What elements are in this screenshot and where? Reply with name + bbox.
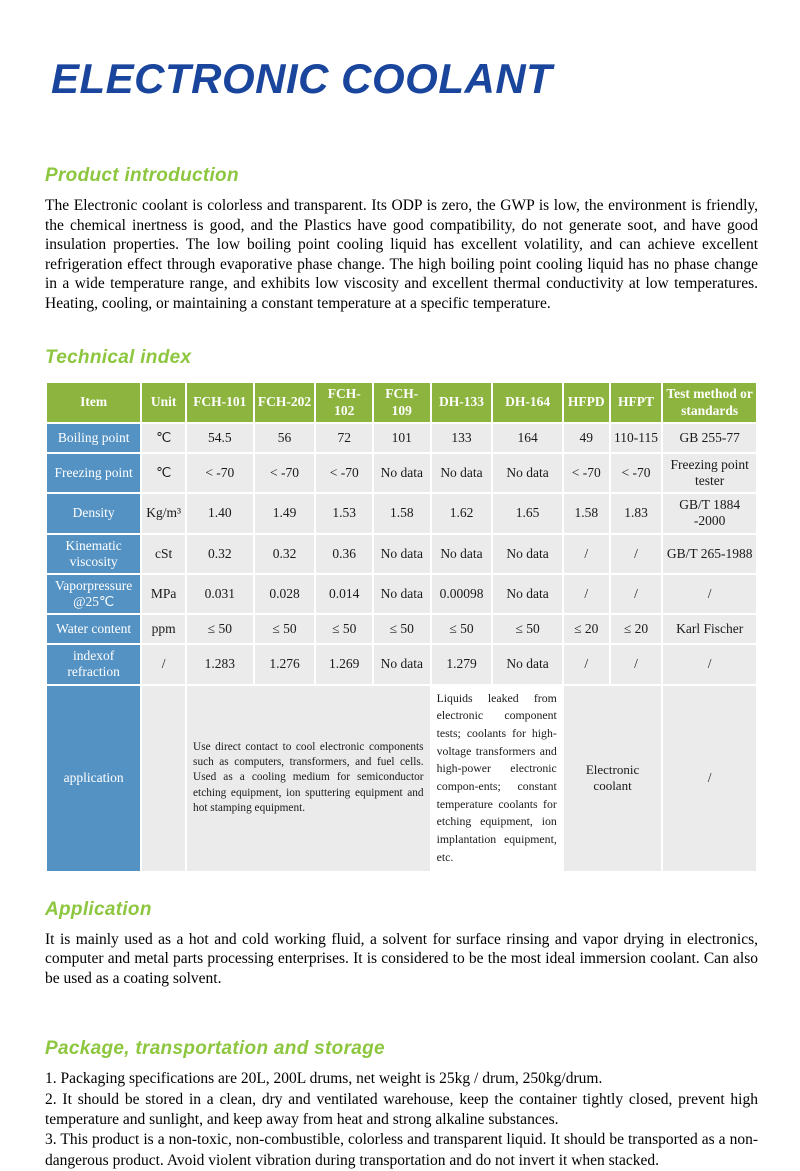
cell-value: /	[610, 534, 663, 574]
cell-value: No data	[492, 574, 562, 614]
cell-value: No data	[373, 644, 431, 684]
cell-value: 1.279	[431, 644, 493, 684]
cell-value: /	[610, 574, 663, 614]
row-unit: ℃	[141, 423, 186, 453]
cell-value: No data	[492, 453, 562, 493]
row-unit: ppm	[141, 614, 186, 644]
cell-value: < -70	[610, 453, 663, 493]
cell-value: 1.269	[315, 644, 373, 684]
package-list-item: 1. Packaging specifications are 20L, 200L drums, net weight is 25kg / drum, 250kg/drum.	[45, 1070, 603, 1088]
section-heading-package: Package, transportation and storage	[45, 1038, 385, 1060]
row-unit: Kg/m³	[141, 493, 186, 533]
cell-method: Freezing point tester	[662, 453, 757, 493]
row-item-label: Boiling point	[46, 423, 141, 453]
cell-value: < -70	[315, 453, 373, 493]
header-hfpt: HFPT	[610, 382, 663, 422]
cell-method: /	[662, 574, 757, 614]
row-item-label: Kinematic viscosity	[46, 534, 141, 574]
cell-value: < -70	[186, 453, 254, 493]
cell-value: 0.32	[254, 534, 316, 574]
application-hf-cell: Electronic coolant	[563, 685, 663, 872]
cell-value: 1.49	[254, 493, 316, 533]
cell-value: ≤ 50	[492, 614, 562, 644]
package-list-item: 2. It should be stored in a clean, dry and ventilated warehouse, keep the container tightly closed, prevent high temperature and sunlight, and keep away from heat and strong alkaline substances.	[45, 1090, 758, 1128]
cell-value: ≤ 50	[254, 614, 316, 644]
package-list	[45, 1069, 758, 1171]
cell-value: ≤ 50	[431, 614, 493, 644]
cell-value: 101	[373, 423, 431, 453]
cell-value: 1.276	[254, 644, 316, 684]
header-fch-102: FCH-102	[315, 382, 373, 422]
cell-value: 1.83	[610, 493, 663, 533]
header-fch-109: FCH-109	[373, 382, 431, 422]
cell-method: Karl Fischer	[662, 614, 757, 644]
table-row	[46, 574, 757, 614]
application-dh-cell: Liquids leaked from electronic component tests; coolants for high-voltage transformers and high-power electronic compon-ents; constant temperature coolants for etching equipment, ion implantation equipment, etc.	[431, 685, 563, 872]
cell-value: 1.58	[373, 493, 431, 533]
section-heading-application: Application	[45, 898, 152, 920]
table-row	[46, 644, 757, 684]
cell-method: /	[662, 644, 757, 684]
technical-index-table	[45, 381, 758, 872]
row-item-label: Vaporpressure @25℃	[46, 574, 141, 614]
cell-value: 0.028	[254, 574, 316, 614]
cell-value: 0.00098	[431, 574, 493, 614]
cell-value: No data	[373, 574, 431, 614]
cell-value: < -70	[254, 453, 316, 493]
section-heading-technical-index: Technical index	[45, 347, 192, 369]
cell-value: 1.62	[431, 493, 493, 533]
cell-value: 0.014	[315, 574, 373, 614]
cell-value: 0.031	[186, 574, 254, 614]
cell-value: /	[610, 644, 663, 684]
cell-method: GB 255-77	[662, 423, 757, 453]
row-unit	[141, 685, 186, 872]
cell-value: 164	[492, 423, 562, 453]
cell-method: /	[662, 685, 757, 872]
cell-value: < -70	[563, 453, 610, 493]
header-unit: Unit	[141, 382, 186, 422]
cell-value: 49	[563, 423, 610, 453]
table-row	[46, 423, 757, 453]
page-title: ELECTRONIC COOLANT	[51, 55, 553, 102]
cell-value: No data	[492, 534, 562, 574]
cell-value: 110-115	[610, 423, 663, 453]
table-row-application	[46, 685, 757, 872]
row-unit: /	[141, 644, 186, 684]
package-list-item: 3. This product is a non-toxic, non-combustible, colorless and transparent liquid. It should be transported as a non-dangerous product. Avoid violent vibration during transportation and do not invert it when stacked.	[45, 1131, 758, 1169]
cell-value: No data	[431, 453, 493, 493]
cell-value: 1.58	[563, 493, 610, 533]
row-unit: MPa	[141, 574, 186, 614]
cell-value: 56	[254, 423, 316, 453]
cell-value: ≤ 20	[610, 614, 663, 644]
application-text: It is mainly used as a hot and cold working fluid, a solvent for surface rinsing and vapor drying in electronics, computer and metal parts processing enterprises. It is considered to be the most ideal immersion coolant. Can also be used as a coating solvent.	[45, 930, 758, 987]
cell-method: GB/T 265-1988	[662, 534, 757, 574]
table-header-row	[46, 382, 757, 422]
cell-method: GB/T 1884 -2000	[662, 493, 757, 533]
cell-value: 133	[431, 423, 493, 453]
cell-value: No data	[492, 644, 562, 684]
table-row	[46, 453, 757, 493]
cell-value: ≤ 20	[563, 614, 610, 644]
row-item-label: indexof refraction	[46, 644, 141, 684]
table-row	[46, 614, 757, 644]
cell-value: No data	[373, 534, 431, 574]
application-fch-cell: Use direct contact to cool electronic components such as computers, transformers, and fuel cells. Used as a cooling medium for semiconductor etching equipment, ion sputtering equipment and hot stamping equipment.	[186, 685, 431, 872]
table-row	[46, 534, 757, 574]
cell-value: ≤ 50	[373, 614, 431, 644]
header-fch-101: FCH-101	[186, 382, 254, 422]
row-unit: cSt	[141, 534, 186, 574]
row-unit: ℃	[141, 453, 186, 493]
cell-value: 1.283	[186, 644, 254, 684]
header-test-method: Test method or standards	[662, 382, 757, 422]
product-introduction-text: The Electronic coolant is colorless and transparent. Its ODP is zero, the GWP is low, the environment is friendly, the chemical inertness is good, and the Plastics have good compatibility, do not generate soot, and have good insulation properties. The low boiling point cooling liquid has excellent volatility, and can achieve excellent refrigeration effect through evaporative phase change. The high boiling point cooling liquid has no phase change in a wide temperature range, and exhibits low viscosity and excellent thermal conductivity at low temperatures. Heating, cooling, or maintaining a constant temperature at a specific temperature.	[45, 197, 758, 312]
cell-value: ≤ 50	[315, 614, 373, 644]
row-item-label: Density	[46, 493, 141, 533]
cell-value: 72	[315, 423, 373, 453]
cell-value: /	[563, 644, 610, 684]
header-dh-133: DH-133	[431, 382, 493, 422]
cell-value: 54.5	[186, 423, 254, 453]
row-item-label: Freezing point	[46, 453, 141, 493]
cell-value: ≤ 50	[186, 614, 254, 644]
row-item-label: application	[46, 685, 141, 872]
cell-value: 0.32	[186, 534, 254, 574]
cell-value: /	[563, 534, 610, 574]
header-fch-202: FCH-202	[254, 382, 316, 422]
cell-value: No data	[431, 534, 493, 574]
header-item: Item	[46, 382, 141, 422]
table-row	[46, 493, 757, 533]
cell-value: /	[563, 574, 610, 614]
cell-value: 1.40	[186, 493, 254, 533]
cell-value: 0.36	[315, 534, 373, 574]
cell-value: 1.53	[315, 493, 373, 533]
section-heading-product-introduction: Product introduction	[45, 165, 239, 187]
cell-value: 1.65	[492, 493, 562, 533]
row-item-label: Water content	[46, 614, 141, 644]
header-hfpd: HFPD	[563, 382, 610, 422]
header-dh-164: DH-164	[492, 382, 562, 422]
cell-value: No data	[373, 453, 431, 493]
